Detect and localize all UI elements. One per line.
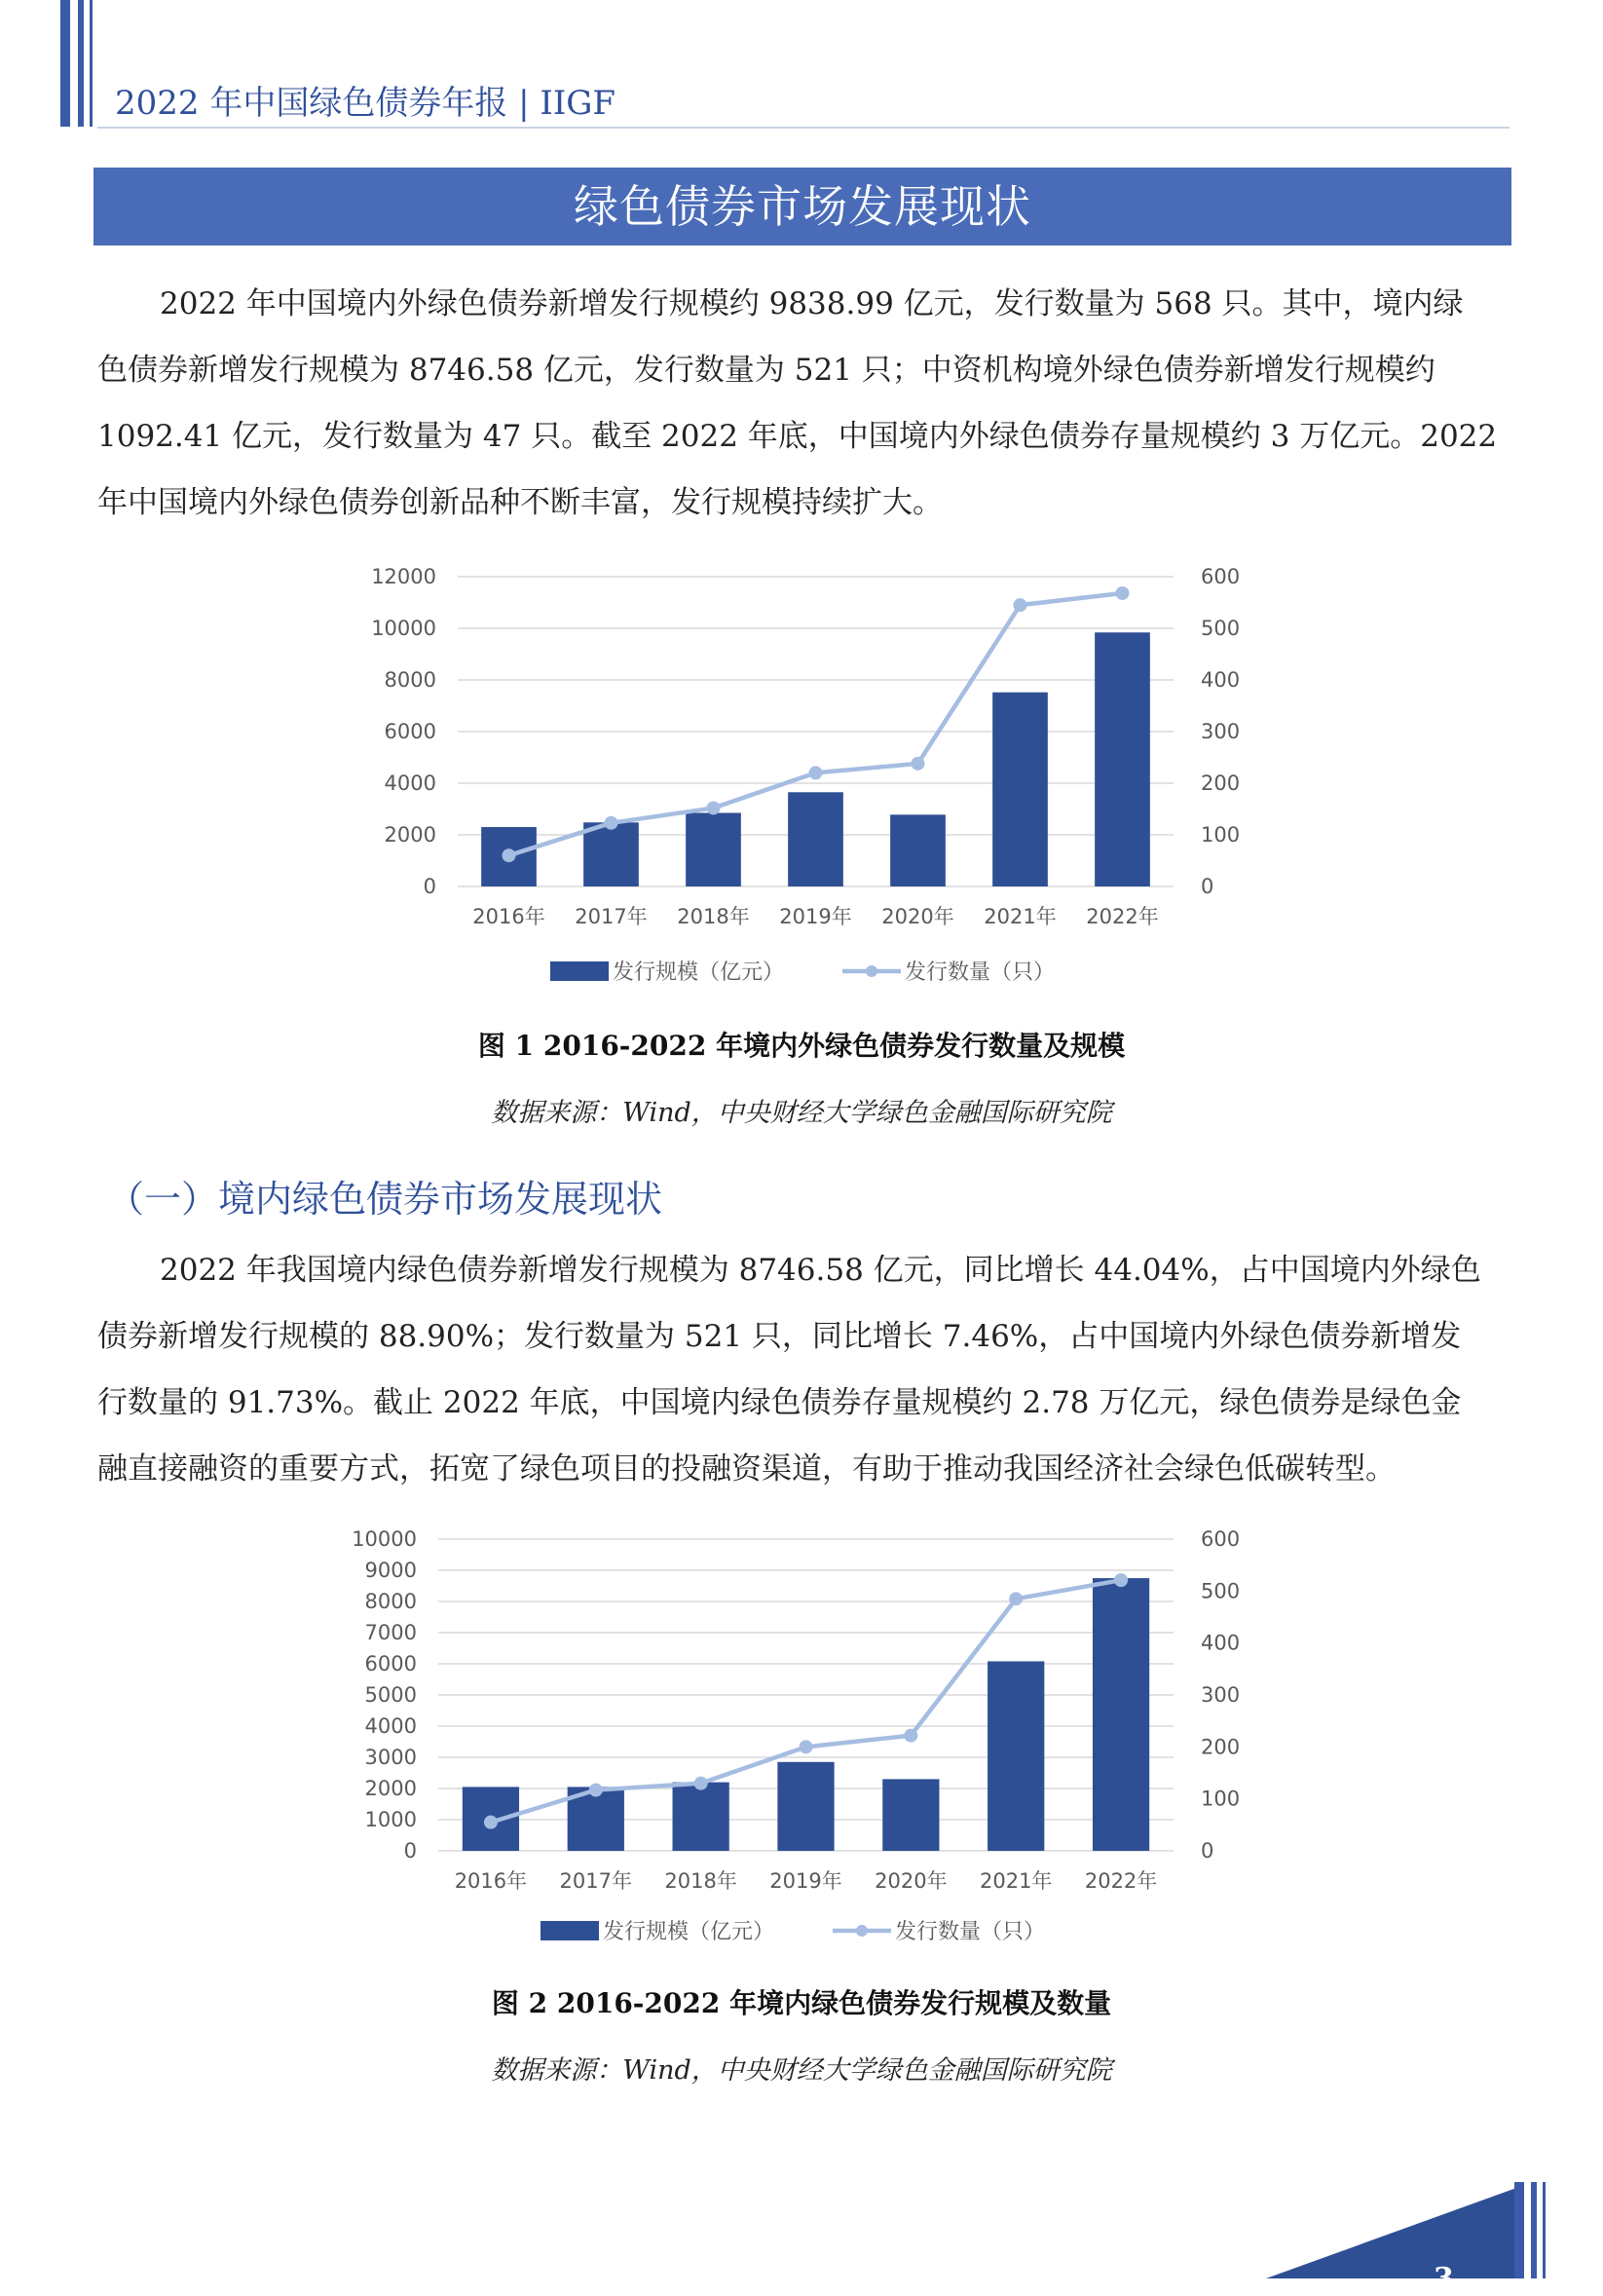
legend-line-marker — [866, 965, 877, 977]
line-point — [809, 766, 823, 779]
legend-bar-swatch — [541, 1921, 599, 1940]
figure-2-source: 数据来源：Wind，中央财经大学绿色金融国际研究院 — [491, 2055, 1112, 2086]
x-tick-label: 2017年 — [559, 1869, 633, 1893]
legend-line-label: 发行数量（只） — [895, 1920, 1046, 1944]
bar-2018年 — [686, 812, 741, 886]
x-tick-label: 2021年 — [979, 1869, 1053, 1893]
line-point — [503, 848, 516, 862]
legend-line-marker — [856, 1925, 868, 1937]
line-point — [1114, 1573, 1128, 1587]
bar-2020年 — [890, 814, 946, 886]
left-tick-label: 12000 — [371, 565, 436, 588]
line-point — [912, 757, 925, 771]
x-tick-label: 2018年 — [677, 905, 750, 928]
footer-stripe-1 — [1514, 2182, 1524, 2278]
x-tick-label: 2019年 — [769, 1869, 842, 1893]
intro-line: 年中国境内外绿色债券创新品种不断丰富，发行规模持续扩大。 — [97, 485, 943, 520]
legend-bar-label: 发行规模（亿元） — [603, 1920, 775, 1944]
left-tick-label: 10000 — [352, 1527, 417, 1551]
domestic-line: 行数量的 91.73%。截止 2022 年底，中国境内绿色债券存量规模约 2.78 万亿元，绿色债券是绿色金 — [97, 1385, 1462, 1420]
chart-figure-1 — [331, 550, 1276, 1003]
figure-1-source: 数据来源：Wind，中央财经大学绿色金融国际研究院 — [491, 1098, 1112, 1128]
intro-paragraph — [97, 271, 1510, 536]
line-point — [707, 801, 721, 814]
bar-2022年 — [1093, 1578, 1149, 1851]
right-tick-label: 300 — [1201, 720, 1241, 743]
bar-2021年 — [992, 693, 1048, 886]
x-tick-label: 2022年 — [1084, 1869, 1158, 1893]
left-tick-label: 0 — [403, 1839, 417, 1863]
bar-2019年 — [777, 1762, 834, 1851]
figure-1-caption: 图 1 2016-2022 年境内外绿色债券发行数量及规模 — [477, 1030, 1126, 1062]
right-tick-label: 100 — [1201, 823, 1241, 847]
line-point — [1014, 598, 1027, 612]
x-tick-label: 2016年 — [454, 1869, 528, 1893]
right-tick-label: 300 — [1201, 1683, 1241, 1707]
intro-line: 2022 年中国境内外绿色债券新增发行规模约 9838.99 亿元，发行数量为 568 只。其中，境内绿 — [160, 286, 1464, 321]
header-rule — [97, 127, 1510, 129]
left-tick-label: 4000 — [364, 1714, 417, 1738]
line-point — [1009, 1592, 1023, 1605]
bar-2017年 — [583, 822, 639, 886]
x-tick-label: 2016年 — [472, 905, 545, 928]
right-tick-label: 500 — [1201, 1579, 1241, 1603]
right-tick-label: 200 — [1201, 1735, 1241, 1759]
left-tick-label: 8000 — [364, 1590, 417, 1613]
x-tick-label: 2022年 — [1086, 905, 1159, 928]
right-tick-label: 600 — [1201, 565, 1241, 588]
x-tick-label: 2017年 — [575, 905, 648, 928]
legend-line-label: 发行数量（只） — [905, 960, 1056, 985]
left-tick-label: 5000 — [364, 1683, 417, 1707]
x-tick-label: 2019年 — [779, 905, 852, 928]
right-tick-label: 0 — [1201, 875, 1214, 898]
footer-stripe-3 — [1543, 2182, 1546, 2278]
legend-bar-label: 发行规模（亿元） — [613, 960, 785, 985]
line-point — [1116, 586, 1130, 600]
intro-line: 1092.41 亿元，发行数量为 47 只。截至 2022 年底，中国境内外绿色债券存量规模约 3 万亿元。2022 — [97, 419, 1498, 454]
left-tick-label: 2000 — [364, 1777, 417, 1800]
line-point — [605, 816, 618, 830]
bar-2018年 — [673, 1783, 729, 1851]
left-tick-label: 6000 — [364, 1652, 417, 1675]
bar-2022年 — [1095, 632, 1150, 886]
section-heading: （一）境内绿色债券市场发展现状 — [107, 1178, 663, 1221]
x-tick-label: 2021年 — [984, 905, 1057, 928]
left-tick-label: 1000 — [364, 1808, 417, 1831]
page-number: 3 — [1434, 2262, 1454, 2296]
right-tick-label: 100 — [1201, 1787, 1241, 1811]
left-tick-label: 4000 — [384, 772, 436, 795]
chart-figure-2 — [331, 1510, 1276, 1958]
line-point — [484, 1816, 498, 1829]
x-tick-label: 2018年 — [664, 1869, 737, 1893]
right-tick-label: 200 — [1201, 772, 1241, 795]
line-point — [694, 1777, 708, 1790]
footer-stripe-2 — [1531, 2182, 1537, 2278]
line-point — [800, 1740, 813, 1753]
left-tick-label: 7000 — [364, 1621, 417, 1644]
line-point — [589, 1784, 603, 1797]
bar-2019年 — [788, 792, 843, 886]
domestic-line: 2022 年我国境内绿色债券新增发行规模为 8746.58 亿元，同比增长 44.04%，占中国境内外绿色 — [160, 1253, 1481, 1288]
domestic-paragraph — [97, 1237, 1510, 1502]
left-tick-label: 3000 — [364, 1746, 417, 1769]
bar-2020年 — [882, 1779, 939, 1851]
report-header-title: 2022 年中国绿色债券年报 | IIGF — [115, 84, 616, 123]
domestic-line: 融直接融资的重要方式，拓宽了绿色项目的投融资渠道，有助于推动我国经济社会绿色低碳转型。 — [97, 1451, 1396, 1487]
domestic-line: 债券新增发行规模的 88.90%；发行数量为 521 只，同比增长 7.46%，占中国境内外绿色债券新增发 — [97, 1319, 1462, 1354]
line-point — [904, 1729, 917, 1743]
x-tick-label: 2020年 — [875, 1869, 948, 1893]
right-tick-label: 400 — [1201, 668, 1241, 692]
left-tick-label: 9000 — [364, 1559, 417, 1582]
header-stripe-1 — [60, 0, 70, 127]
legend-bar-swatch — [550, 961, 609, 981]
left-tick-label: 2000 — [384, 823, 436, 847]
intro-line: 色债券新增发行规模为 8746.58 亿元，发行数量为 521 只；中资机构境外绿色债券新增发行规模约 — [97, 353, 1435, 388]
footer-triangle — [1266, 2187, 1519, 2278]
right-tick-label: 0 — [1201, 1839, 1214, 1863]
right-tick-label: 500 — [1201, 617, 1241, 640]
x-tick-label: 2020年 — [881, 905, 954, 928]
left-tick-label: 0 — [423, 875, 436, 898]
header-stripe-3 — [90, 0, 93, 127]
header-stripe-2 — [78, 0, 84, 127]
figure-2-caption: 图 2 2016-2022 年境内绿色债券发行规模及数量 — [491, 1987, 1112, 2019]
right-tick-label: 600 — [1201, 1527, 1241, 1551]
left-tick-label: 6000 — [384, 720, 436, 743]
bar-2021年 — [988, 1661, 1044, 1851]
right-tick-label: 400 — [1201, 1631, 1241, 1655]
left-tick-label: 10000 — [371, 617, 436, 640]
section-banner: 绿色债券市场发展现状 — [93, 168, 1511, 245]
left-tick-label: 8000 — [384, 668, 436, 692]
